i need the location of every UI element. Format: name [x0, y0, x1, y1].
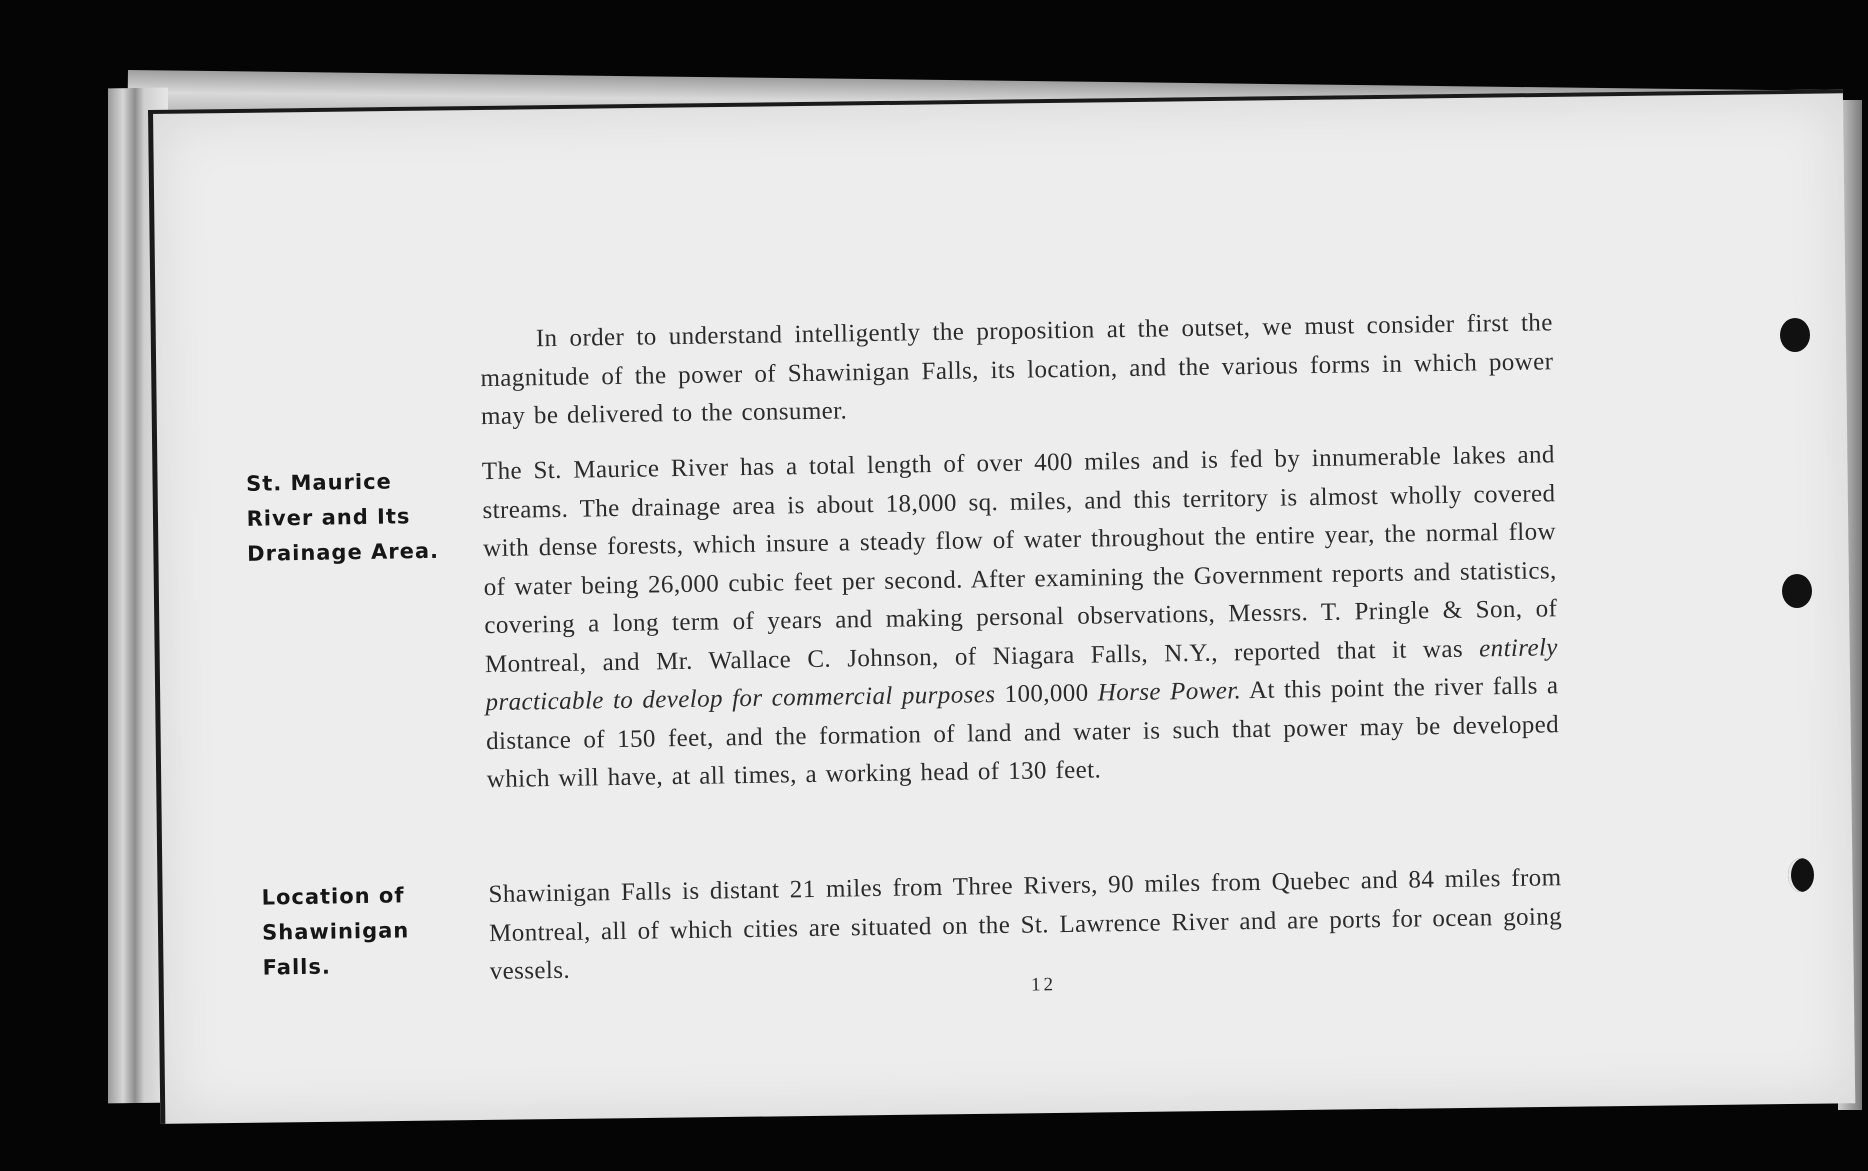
- paragraph-text: The St. Maurice River has a total length of over 400 miles and is fed by innumerable lakes and streams. The drainage area is about 18,000 sq. miles, and this territory is almost wholly covered with dense forests, which insure a steady flow of water throughout the entire year, the normal flow of water being 26,000 cubic feet per second. After examining the Government reports and statistics, covering a long term of years and making personal observations, Messrs. T. Pringle & Son, of Montreal, and Mr. Wallace C. Johnson, of Niagara Falls, N.Y., reported that it was: [481, 441, 1558, 678]
- paragraph-text: 100,000: [1004, 679, 1089, 708]
- sidenote-line: Falls.: [262, 954, 332, 980]
- paragraph-italic-text: Horse Power.: [1097, 677, 1242, 707]
- paragraph-text: Shawinigan Falls is distant 21 miles from Three Rivers, 90 miles from Quebec and 84 miles from Montreal, all of which cities are situated on the St. Lawrence River and are ports for ocean going vessels.: [488, 864, 1563, 986]
- sidenote-line: Shawinigan: [261, 918, 410, 945]
- sidenote-line: Location of: [261, 883, 405, 910]
- paragraph-italic-text: entirely practicable to develop for commercial purposes: [485, 633, 1559, 717]
- sidenote-st-maurice-river: [246, 464, 458, 572]
- location-paragraph: [488, 859, 1563, 991]
- intro-paragraph: [480, 304, 1555, 436]
- st-maurice-paragraph: [482, 436, 1560, 799]
- sidenote-line: Drainage Area.: [246, 538, 440, 566]
- sidenote-location: [261, 877, 473, 985]
- sidenote-line: River and Its: [246, 504, 411, 531]
- intro-text: In order to understand intelligently the proposition at the outset, we must consider first the magnitude of the power of Shawinigan Falls, its location, and the various forms in which power may be delivered to the consumer.: [480, 309, 1554, 431]
- paragraph-text: At this point the river falls a distance of 150 feet, and the formation of land and water is such that power may be developed which will have, at all times, a working head of 130 feet.: [485, 672, 1560, 794]
- page-number: 12: [1030, 974, 1057, 996]
- sidenote-line: St. Maurice: [245, 469, 392, 496]
